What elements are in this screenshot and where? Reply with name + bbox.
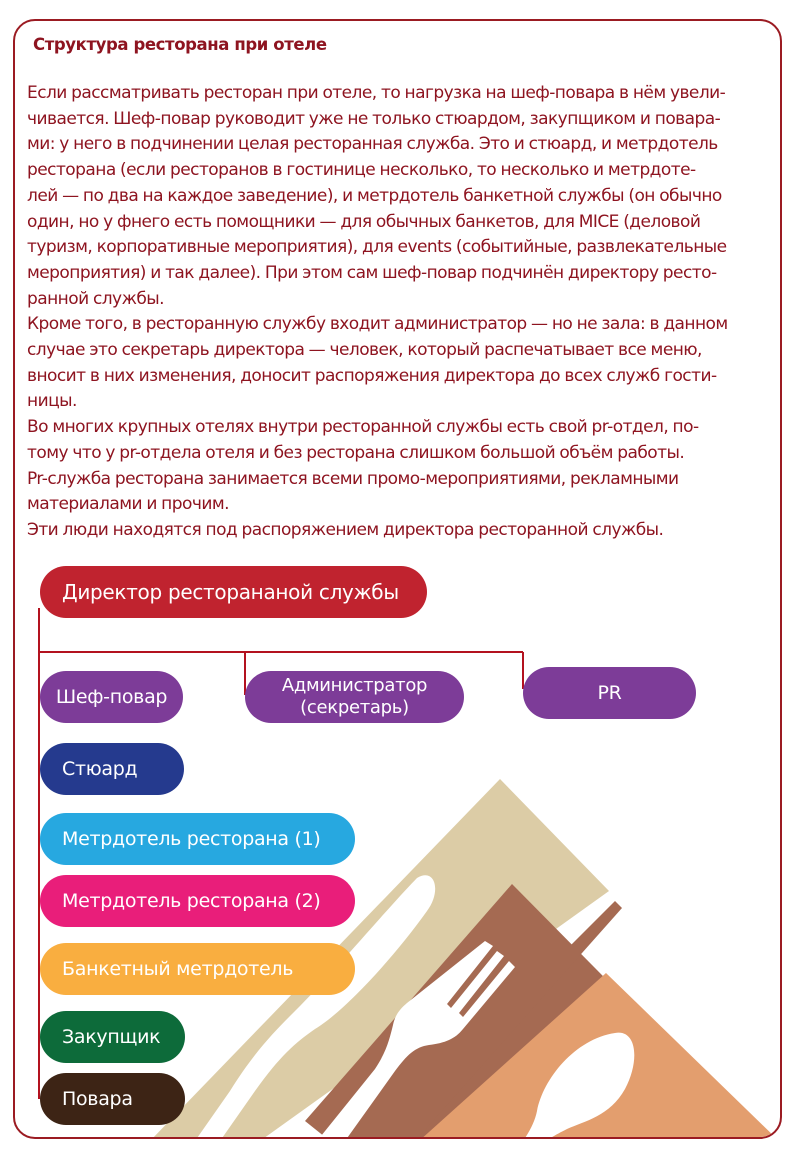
node-label: Стюард bbox=[62, 758, 138, 780]
text-line: ранной службы. bbox=[27, 288, 164, 309]
node-label: Метрдотель ресторана (1) bbox=[62, 828, 321, 850]
page-title: Структура ресторана при отеле bbox=[33, 35, 327, 54]
text-line: Если рассматривать ресторан при отеле, то нагрузка на шеф-повара в нём увели- bbox=[27, 83, 726, 103]
node-chef bbox=[40, 671, 183, 723]
text-line: ми: у него в подчинении целая ресторанная служба. Это и стюард, и метрдотель bbox=[27, 134, 718, 155]
text-line: Pr-служба ресторана занимается всеми промо-мероприятиями, рекламными bbox=[27, 468, 679, 489]
node-label-line2: (секретарь) bbox=[300, 697, 409, 718]
text-line: тому что у pr-отдела отеля и без ресторана слишком большой объём работы. bbox=[27, 442, 685, 463]
node-cooks bbox=[40, 1073, 185, 1125]
text-line: ницы. bbox=[27, 391, 77, 412]
text-line: один, но у фнего есть помощники — для обычных банкетов, для MICE (деловой bbox=[27, 211, 701, 232]
node-administrator bbox=[245, 671, 464, 723]
text-line: материалами и прочим. bbox=[27, 494, 229, 515]
node-purchaser bbox=[40, 1011, 185, 1063]
text-line: чивается. Шеф-повар руководит уже не только стюардом, закупщиком и повара- bbox=[27, 108, 721, 129]
node-maitre-1 bbox=[40, 813, 355, 865]
text-line: Во многих крупных отелях внутри ресторанной службы есть свой pr-отдел, по- bbox=[27, 417, 699, 438]
text-line: лей — по два на каждое заведение), и метрдотель банкетной службы (он обычно bbox=[27, 185, 722, 206]
node-label: Шеф-повар bbox=[55, 686, 168, 708]
node-label: Закупщик bbox=[62, 1026, 161, 1048]
node-steward bbox=[40, 743, 184, 795]
node-label: Метрдотель ресторана (2) bbox=[62, 890, 321, 912]
node-director bbox=[40, 566, 427, 618]
content-card bbox=[13, 19, 782, 1139]
text-line: Кроме того, в ресторанную службу входит администратор — но не зала: в данном bbox=[27, 314, 728, 335]
node-label: PR bbox=[597, 682, 622, 704]
text-line: вносит в них изменения, доносит распоряжения директора до всех служб гости- bbox=[27, 365, 717, 386]
node-maitre-2 bbox=[40, 875, 355, 927]
text-line: ресторана (если ресторанов в гостинице несколько, то несколько и метрдоте- bbox=[27, 160, 696, 181]
node-label: Директор ресторананой службы bbox=[62, 580, 399, 604]
text-line: мероприятия) и так далее). При этом сам шеф-повар подчинён директору ресто- bbox=[27, 262, 717, 283]
text-line: Эти люди находятся под распоряжением директора ресторанной службы. bbox=[27, 519, 664, 540]
node-label-line1: Администратор bbox=[281, 675, 428, 696]
node-pr bbox=[523, 667, 696, 719]
text-line: случае это секретарь директора — человек, который распечатывает все меню, bbox=[27, 340, 702, 361]
text-line: туризм, корпоративные мероприятия), для events (событийные, развлекательные bbox=[27, 237, 727, 258]
node-banquet-maitre bbox=[40, 943, 355, 995]
node-label: Банкетный метрдотель bbox=[62, 958, 294, 980]
node-label: Повара bbox=[62, 1088, 133, 1110]
